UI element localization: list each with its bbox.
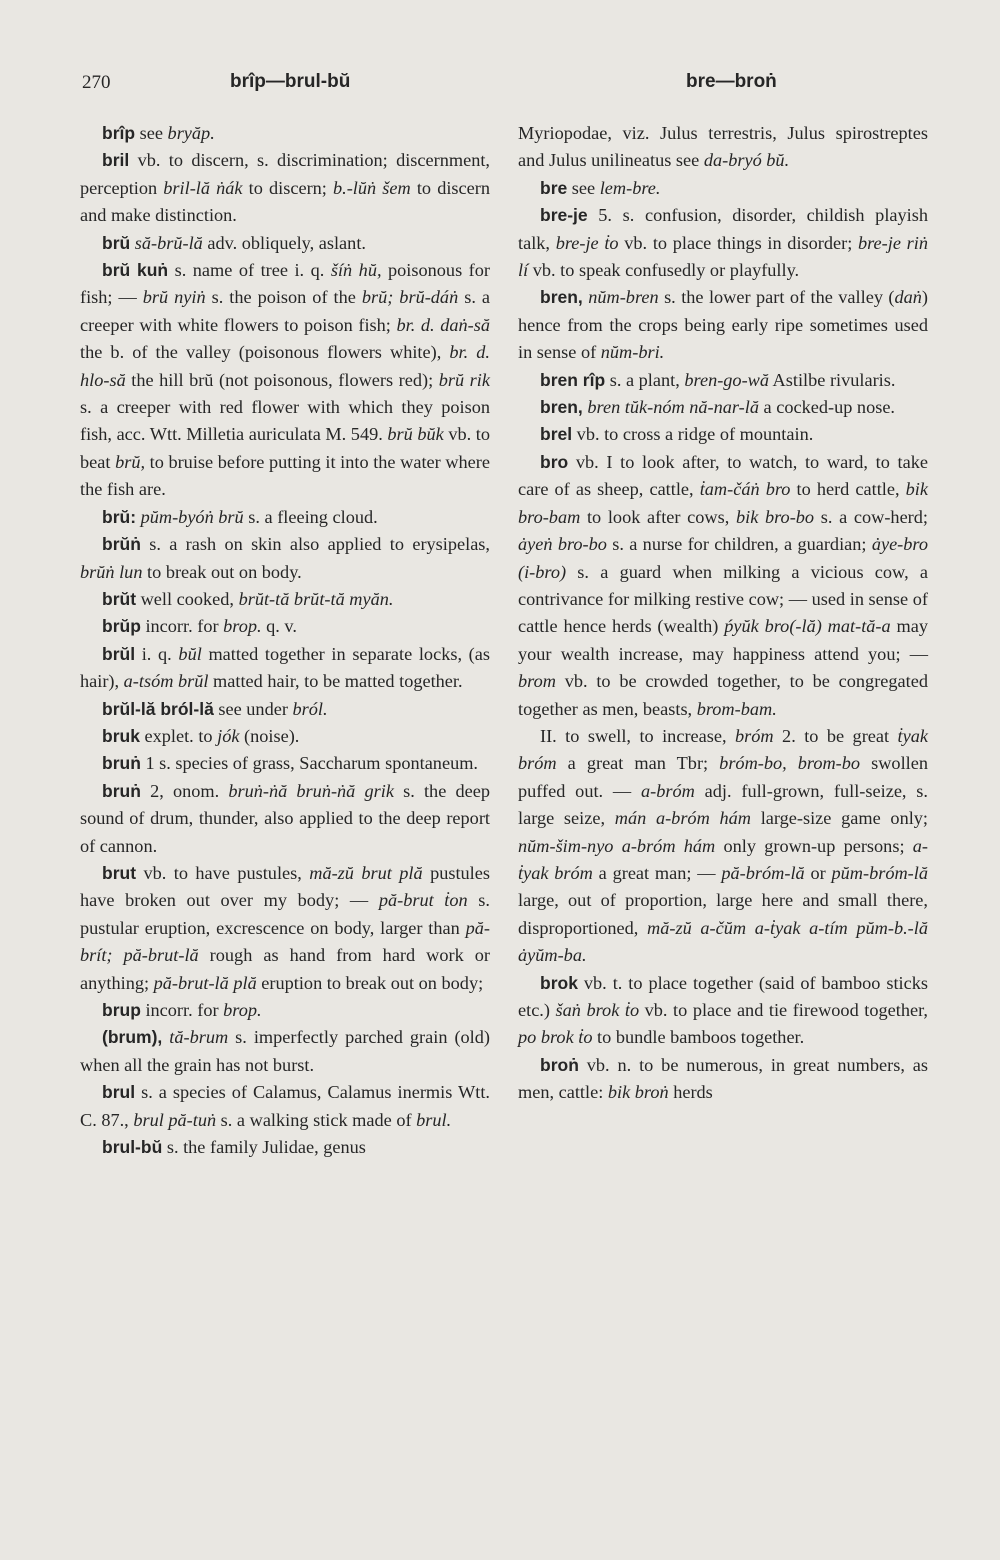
italic-term: bryăp. — [167, 123, 215, 143]
definition-text: s. the family Julidae, genus — [162, 1137, 366, 1158]
dictionary-entry — [80, 230, 490, 257]
italic-term: pŭm-byóṅ brŭ — [140, 506, 244, 527]
definition-text: incorr. for — [140, 616, 224, 637]
italic-term: šaṅ brok ṫo — [555, 1000, 640, 1020]
definition-text: a cocked-up nose. — [758, 397, 896, 418]
definition-text: to look after cows, — [580, 506, 736, 527]
definition-text: q. v. — [261, 616, 297, 637]
definition-text: may your wealth increase, may happiness attend you; — — [518, 616, 928, 664]
headword: bro — [540, 451, 569, 472]
italic-term: da-bryó bŭ. — [703, 150, 790, 171]
definition-text: vb. to beat — [80, 424, 490, 472]
dictionary-entry — [518, 202, 928, 284]
definition-text: Myriopodae, viz. Julus terrestris, Julus spirostreptes and Julus unilineatus see — [518, 123, 928, 171]
dictionary-entry — [80, 1134, 490, 1161]
italic-term: pă-brut ṫon — [378, 890, 468, 911]
italic-term: br. d. daṅ-să — [396, 314, 491, 335]
italic-term: jók — [217, 725, 240, 746]
italic-term: ṫam-čáṅ bro — [699, 479, 791, 500]
dictionary-entry — [518, 421, 928, 448]
dictionary-entry — [518, 970, 928, 1052]
definition-text: well cooked, — [136, 588, 239, 609]
definition-text: adj. full-grown, full-seize, s. large seize, — [518, 780, 928, 829]
headword: brŭ kuṅ — [102, 260, 169, 281]
headword: brŭ — [102, 232, 131, 253]
italic-term: ṕyŭk bro(-lă) mat-tă-a — [724, 616, 891, 637]
definition-text: (noise). — [239, 725, 300, 746]
definition-text: vb. t. to place together (said of bamboo sticks etc.) — [518, 972, 928, 1020]
definition-text: s. the lower part of the valley ( — [658, 287, 895, 308]
definition-text: see — [135, 123, 168, 143]
definition-text: to discern and make distinction. — [80, 177, 490, 226]
definition-text: vb. n. to be numerous, in great numbers, as men, cattle: — [518, 1054, 928, 1103]
headword: (brum), — [102, 1027, 163, 1048]
italic-term: tă-brum — [169, 1027, 229, 1048]
definition-text: incorr. for — [140, 1000, 224, 1020]
definition-text: herds — [668, 1082, 713, 1103]
left-guide-words: brîp—brul-bŭ — [230, 71, 351, 92]
dictionary-entry — [80, 120, 490, 147]
italic-term: ṫyak bróm — [518, 725, 928, 774]
italic-term: mă-zŭ a-čŭm a-ṫyak a-tím pŭm-b.-lă ȧyŭm-ba. — [518, 917, 928, 966]
page-number: 270 — [82, 72, 111, 93]
dictionary-entry — [80, 997, 490, 1024]
italic-term: pă-bróm-lă — [721, 862, 805, 883]
italic-term: bik bro-bam — [518, 479, 928, 527]
headword: bruk — [102, 725, 140, 746]
definition-text: s. the deep sound of drum, thunder, also applied to the deep report of cannon. — [80, 780, 490, 856]
headword: bren, — [540, 397, 583, 418]
dictionary-entry — [80, 723, 490, 750]
right-guide-words: bre—broṅ — [686, 71, 777, 92]
definition-text: eruption to break out on body; — [256, 972, 484, 993]
headword: brut — [102, 862, 137, 883]
italic-term: nŭm-bri. — [600, 342, 665, 363]
definition-text: s. a rash on skin also applied to erysipelas, — [140, 534, 490, 555]
definition-text: Astilbe rivularis. — [769, 369, 896, 390]
italic-term: brŭ; brŭ-dáṅ — [361, 287, 459, 308]
definition-text: 2. to be great — [773, 725, 898, 746]
headword: bren rîp — [540, 369, 606, 390]
definition-text: matted hair, to be matted together. — [208, 671, 463, 692]
italic-term: bren tŭk-nóm nă-nar-lă — [587, 397, 759, 418]
definition-text: s. the poison of the — [205, 287, 362, 308]
dictionary-entry — [80, 778, 490, 860]
dictionary-entry — [518, 284, 928, 366]
headword: broṅ — [540, 1054, 579, 1075]
definition-text: II. to swell, to increase, — [540, 725, 735, 746]
definition-text: to bruise before putting it into the water where the fish are. — [80, 451, 490, 500]
dictionary-entry — [518, 394, 928, 421]
italic-term: bŭl — [178, 643, 202, 664]
headword: bril — [102, 150, 130, 171]
dictionary-entry — [80, 1079, 490, 1134]
dictionary-entry — [80, 531, 490, 586]
dictionary-entry — [80, 613, 490, 640]
definition-text: the hill brŭ (not poisonous, flowers red); — [125, 369, 439, 390]
italic-term: brom-bam. — [696, 698, 777, 719]
headword: brel — [540, 424, 573, 445]
italic-term: brop. — [223, 616, 262, 637]
dictionary-entry — [518, 1052, 928, 1107]
dictionary-entry — [518, 367, 928, 394]
definition-text: s. a walking stick made of — [216, 1109, 417, 1130]
headword: brŭṅ — [102, 534, 141, 555]
dictionary-entry — [80, 696, 490, 723]
definition-text: s. a plant, — [605, 369, 685, 390]
definition-text: adv. obliquely, aslant. — [202, 232, 366, 253]
italic-term: brŭ nyiṅ — [142, 287, 206, 308]
definition-text: see — [567, 177, 600, 198]
italic-term: bril-lă ṅák — [163, 177, 243, 198]
definition-text: 5. s. confusion, disorder, childish playish talk, — [518, 205, 928, 253]
dictionary-entry — [80, 750, 490, 777]
italic-term: bróm-bo, brom-bo — [719, 753, 861, 774]
dictionary-entry — [80, 1024, 490, 1079]
italic-term: brop. — [223, 1000, 262, 1020]
headword: brîp — [102, 123, 136, 143]
definition-text: vb. I to look after, to watch, to ward, to take care of as sheep, cattle, — [518, 451, 928, 500]
headword: brup — [102, 1000, 141, 1020]
dictionary-entry — [80, 147, 490, 229]
dictionary-entry — [80, 641, 490, 696]
definition-text: s. a creeper with red flower with which they poison fish, acc. Wtt. Milletia auriculata M. 549. — [80, 397, 490, 445]
definition-text: vb. to place things in disorder; — [618, 232, 858, 253]
definition-text: s. a creeper with white flowers to poison fish; — [80, 287, 490, 335]
definition-text: vb. to be crowded together, to be congregated together as men, beasts, — [518, 671, 928, 719]
italic-term: bik bro-bo — [735, 506, 815, 527]
definition-text: s. pustular eruption, excrescence on body, larger than — [80, 890, 490, 938]
headword: bren, — [540, 287, 583, 308]
definition-text: explet. to — [139, 725, 218, 746]
definition-text: vb. to discern, s. discrimination; discernment, perception — [80, 150, 490, 198]
definition-text: a great man; — — [592, 862, 722, 883]
italic-term: pă-brut-lă plă — [153, 972, 257, 993]
headword: brŭ: — [102, 506, 137, 527]
italic-term: po brok ṫo — [518, 1027, 593, 1048]
definition-text: to discern; — [242, 177, 333, 198]
definition-text: s. a nurse for children, a guardian; — [606, 534, 872, 555]
italic-term: să-brŭ-lă — [134, 232, 203, 253]
definition-text: i. q. — [135, 643, 179, 664]
definition-text: matted together in separate locks, (as hair), — [80, 643, 490, 692]
definition-text: s. a cow-herd; — [814, 506, 928, 527]
italic-term: brul pă-tuṅ — [133, 1109, 217, 1130]
italic-term: mă-zŭ brut plă — [309, 862, 423, 883]
headword: bre — [540, 177, 568, 198]
definition-text: s. imperfectly parched grain (old) when all the grain has not burst. — [80, 1027, 490, 1075]
definition-text: s. a guard when milking a vicious cow, a contrivance for milking restive cow; — used in sense of cattle hence herds (wealth) — [518, 561, 928, 637]
left-column — [80, 120, 490, 1161]
dictionary-entry — [80, 504, 490, 531]
headword: brok — [540, 972, 578, 993]
headword: bruṅ — [102, 753, 141, 774]
definition-text: swollen puffed out. — — [518, 753, 928, 801]
definition-text: vb. to place and tie firewood together, — [639, 1000, 928, 1020]
headword: brŭp — [102, 616, 141, 637]
italic-term: brul. — [416, 1109, 452, 1130]
italic-term: ȧye-bro (i-bro) — [518, 534, 928, 582]
definition-text: poisonous for fish; — — [80, 260, 490, 308]
italic-term: bren-go-wă — [684, 369, 769, 390]
italic-term: daṅ — [894, 287, 922, 308]
headword: bruṅ — [102, 780, 141, 801]
definition-text: the b. of the valley (poisonous flowers white), — [80, 342, 450, 363]
italic-term: mán a-bróm hám — [614, 808, 751, 829]
definition-text: s. a fleeing cloud. — [243, 506, 378, 527]
definition-text: vb. to speak confusedly or playfully. — [528, 260, 800, 281]
definition-text: 2, onom. — [140, 780, 229, 801]
dictionary-entry — [518, 449, 928, 723]
definition-text: to break out on body. — [142, 561, 302, 582]
definition-text: 1 s. species of grass, Saccharum spontaneum. — [140, 753, 478, 774]
italic-term: a-ṫyak bróm — [518, 835, 929, 883]
definition-text: a great man Tbr; — [556, 753, 720, 774]
definition-text: rough as hand from hard work or anything; — [80, 945, 490, 993]
definition-text: s. name of tree i. q. — [168, 260, 331, 281]
definition-text: s. a species of Calamus, Calamus inermis Wtt. C. 87., — [80, 1082, 490, 1130]
headword: brŭt — [102, 588, 137, 609]
dictionary-entry — [518, 175, 928, 202]
italic-term: brŭ rik — [438, 369, 490, 390]
italic-term: pŭm-bróm-lă — [831, 862, 928, 883]
italic-term: šíṅ hŭ, — [330, 260, 382, 281]
italic-term: a-bróm — [641, 780, 695, 801]
italic-term: ȧyeṅ bro-bo — [518, 534, 607, 555]
definition-text: to bundle bamboos together. — [592, 1027, 805, 1048]
running-head — [0, 70, 1000, 104]
italic-term: bre-je ṫo — [555, 232, 619, 253]
italic-term: bról. — [292, 698, 328, 719]
italic-term: bik broṅ — [607, 1082, 669, 1103]
italic-term: brŭt-tă brŭt-tă myăn. — [238, 588, 394, 609]
headword: brul-bŭ — [102, 1137, 163, 1158]
italic-term: b.-lŭṅ šem — [333, 177, 411, 198]
dictionary-entry — [518, 723, 928, 970]
dictionary-entry — [80, 860, 490, 997]
italic-term: bre-je riṅ lí — [518, 232, 928, 281]
italic-term: bróm — [735, 725, 774, 746]
definition-text: or — [804, 862, 832, 883]
definition-text: vb. to cross a ridge of mountain. — [572, 424, 814, 445]
italic-term: a-tsóm brŭl — [123, 671, 209, 692]
italic-term: brom — [518, 671, 556, 692]
italic-term: lem-bre. — [599, 177, 661, 198]
headword: bre-je — [540, 205, 588, 226]
definition-text: see under — [213, 698, 293, 719]
definition-text: pustules have broken out over my body; — — [80, 862, 490, 911]
italic-term: br. d. hlo-să — [80, 342, 490, 390]
italic-term: brŭ bŭk — [387, 424, 444, 445]
italic-term: brŭ, — [115, 451, 146, 472]
definition-text: only grown-up persons; — [715, 835, 913, 856]
headword: brŭl-lă bról-lă — [102, 698, 214, 719]
definition-text: vb. to have pustules, — [136, 862, 310, 883]
italic-term: nŭm-bren — [588, 287, 659, 308]
right-column — [518, 120, 928, 1107]
italic-term: bruṅ-ṅă bruṅ-ṅă grik — [228, 780, 394, 801]
definition-text: to herd cattle, — [790, 479, 906, 500]
definition-text: ) hence from the crops being early ripe sometimes used in sense of — [518, 287, 928, 363]
dictionary-entry — [518, 120, 928, 175]
dictionary-entry — [80, 257, 490, 504]
headword: brŭl — [102, 643, 136, 664]
dictionary-entry — [80, 586, 490, 613]
definition-text: large, out of proportion, large here and small there, disproportioned, — [518, 890, 928, 938]
definition-text: large-size game only; — [750, 808, 929, 829]
italic-term: pă-brít; pă-brut-lă — [80, 917, 490, 966]
italic-term: brŭṅ lun — [80, 561, 143, 582]
italic-term: nŭm-šim-nyo a-bróm hám — [518, 835, 716, 856]
headword: brul — [102, 1082, 136, 1103]
